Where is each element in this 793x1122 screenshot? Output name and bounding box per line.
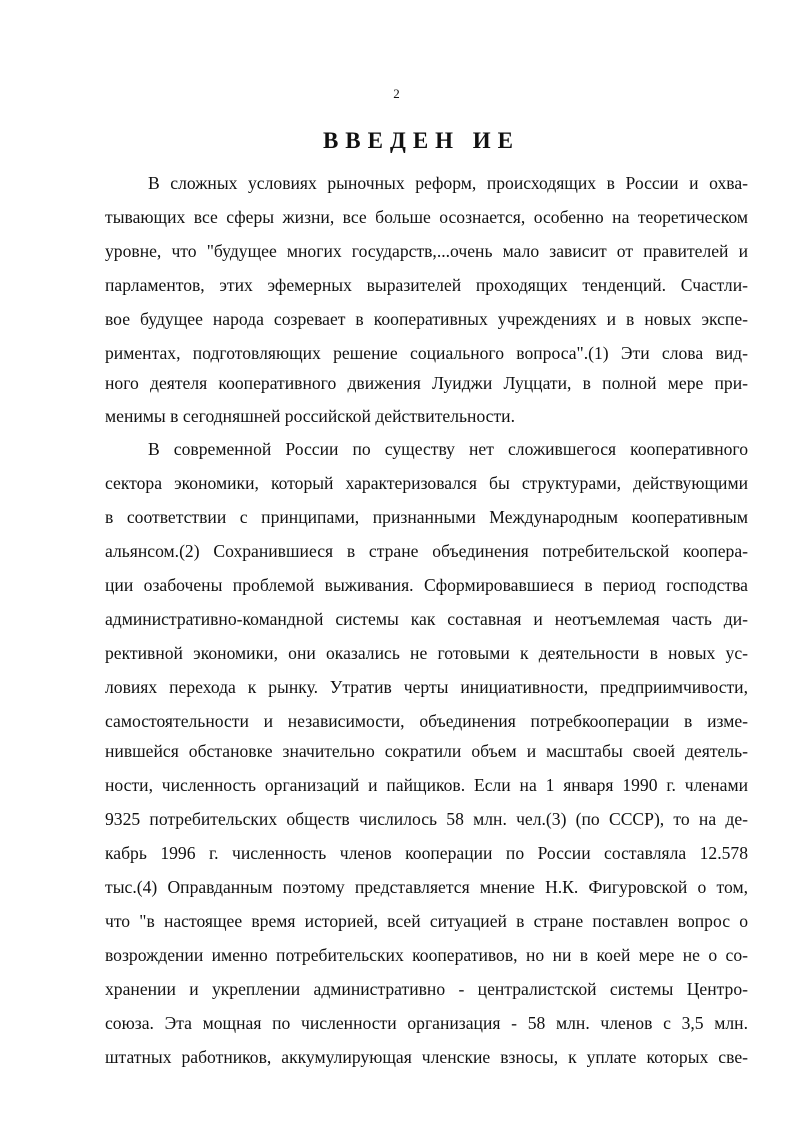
paragraph-1-line: менимы в сегодняшней российской действительности. (105, 406, 515, 426)
paragraph-2-line: самостоятельности и независимости, объединения потребкооперации в изме- (105, 711, 748, 731)
page-title: ВВЕДЕН ИЕ (322, 128, 521, 153)
paragraph-1-line: ного деятеля кооперативного движения Луиджи Луццати, в полной мере при- (105, 373, 748, 393)
paragraph-1-line: уровне, что "будущее многих государств,...очень мало зависит от правителей и (105, 241, 748, 261)
paragraph-2-line: сектора экономики, который характеризовался бы структурами, действующими (105, 473, 748, 493)
paragraph-2-line: что "в настоящее время историей, всей ситуацией в стране поставлен вопрос о (105, 911, 748, 931)
paragraph-2-line: ции озабочены проблемой выживания. Сформировавшиеся в период господства (105, 575, 748, 595)
paragraph-1-line: вое будущее народа созревает в кооперативных учреждениях и в новых экспе- (105, 309, 748, 329)
paragraph-1-line: тывающих все сферы жизни, все больше осознается, особенно на теоретическом (105, 207, 748, 227)
paragraph-2-line: административно-командной системы как составная и неотъемлемая часть ди- (105, 609, 748, 629)
paragraph-2-line: хранении и укреплении административно - централистской системы Центро- (105, 979, 748, 999)
paragraph-2-line: возрождении именно потребительских кооперативов, но ни в коей мере не о со- (105, 945, 748, 965)
paragraph-2-line: штатных работников, аккумулирующая членские взносы, к уплате которых све- (105, 1047, 748, 1067)
paragraph-2-line: кабрь 1996 г. численность членов кооперации по России составляла 12.578 (105, 843, 748, 863)
paragraph-2-line: ности, численность организаций и пайщиков. Если на 1 января 1990 г. членами (105, 775, 748, 795)
paragraph-2-line: альянсом.(2) Сохранившиеся в стране объединения потребительской коопера- (105, 541, 748, 561)
paragraph-2-line: рективной экономики, они оказались не готовыми к деятельности в новых ус- (105, 643, 748, 663)
paragraph-1-line: риментах, подготовляющих решение социального вопроса".(1) Эти слова вид- (105, 343, 748, 363)
paragraph-2-line: нившейся обстановке значительно сократили объем и масштабы своей деятель- (105, 741, 748, 761)
paragraph-2-line: в соответствии с принципами, признанными Международным кооперативным (105, 507, 748, 527)
paragraph-2-line: 9325 потребительских обществ числилось 58 млн. чел.(3) (по СССР), то на де- (105, 809, 748, 829)
paragraph-2-line: тыс.(4) Оправданным поэтому представляется мнение Н.К. Фигуровской о том, (105, 877, 748, 897)
paragraph-2-line: ловиях перехода к рынку. Утратив черты инициативности, предприимчивости, (105, 677, 748, 697)
paragraph-2-line: союза. Эта мощная по численности организация - 58 млн. членов с 3,5 млн. (105, 1013, 748, 1033)
paragraph-2-line: В современной России по существу нет сложившегося кооперативного (148, 439, 748, 459)
paragraph-1-line: парламентов, этих эфемерных выразителей проходящих тенденций. Счастли- (105, 275, 748, 295)
paragraph-1-line: В сложных условиях рыночных реформ, происходящих в России и охва- (148, 173, 748, 193)
page-number: 2 (393, 86, 400, 101)
